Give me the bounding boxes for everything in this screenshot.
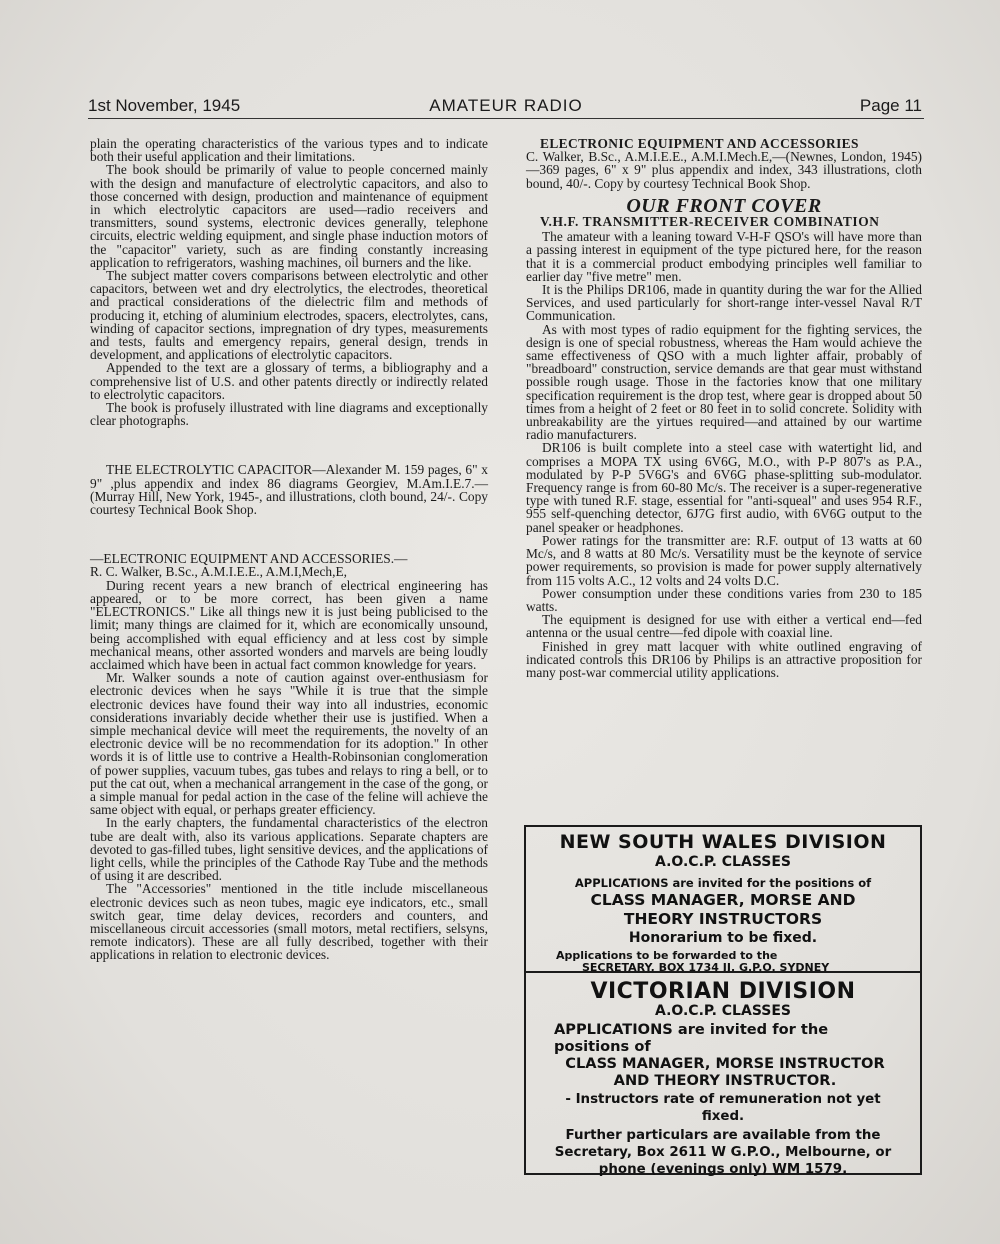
cover-paragraph: The equipment is designed for use with either a vertical end—fed antenna or the usual centre—fed dipole with coaxial line. xyxy=(526,612,922,641)
cover-paragraph: Power ratings for the transmitter are: R.F. output of 13 watts at 60 Mc/s, and 8 watts at 80 Mc/s. Versatility must be the keynote of service power requirements, so provision is made for power supply alternatively from 115 volts A.C., 12 volts and 24 volts D.C. xyxy=(526,532,922,588)
review-paragraph: Mr. Walker sounds a note of caution against over-enthusiasm for electronic devices when he says "While it is true that the simple electronic devices have found their way into all industries, economic considerations invariably decide whether their use is justified. When a simple mechanical device will meet the requirements, the novelty of an electronic device will be no recommendation for its adoption." In other words it is of little use to contrive a Health-Robinsonian conglomeration of power supplies, vacuum tubes, gas tubes and relays to ring a bell, or to put the cat out, when a mechanical arrangement in the case of the gong, or a simple manual for pedal action in the case of the feline will achieve the same object with equal, or perhaps greater efficiency. xyxy=(90,670,488,818)
nsw-advert-title: NEW SOUTH WALES DIVISION xyxy=(559,831,887,853)
review-paragraph: The "Accessories" mentioned in the title include miscellaneous electronic devices such as neon tubes, magic eye indicators, etc., small switch gear, time delay devices, recorders and counters, and miscellaneous circuit accessories (small motors, metal rectifiers, selsyns, remote indicators). These are all fully described, together with their applications in relation to electronic devices. xyxy=(90,881,488,963)
nsw-advert-subtitle: A.O.C.P. CLASSES xyxy=(654,854,791,870)
nsw-advert-invite: APPLICATIONS are invited for the positions of xyxy=(574,876,872,890)
equipment-book-title: ELECTRONIC EQUIPMENT AND ACCESSORIES xyxy=(540,136,859,151)
intro-paragraph: The book is profusely illustrated with line diagrams and exceptionally clear photographs. xyxy=(90,400,488,429)
review-paragraph: In the early chapters, the fundamental characteristics of the electron tube are dealt with, also its various applications. Separate chapters are devoted to gas-filled tubes, light sensitive devices, and the applications of light cells, while the principles of the Cathode Ray Tube and the methods of using it are described. xyxy=(90,815,488,884)
cover-paragraph: It is the Philips DR106, made in quantity during the war for the Allied Services, and used particularly for short-range inter-vessel Naval R/T Communication. xyxy=(526,282,922,324)
cover-paragraph: As with most types of radio equipment for the fighting services, the design is one of special robustness, whereas the Ham would achieve the same effectiveness of QSO with a much lighter affair, probably of "breadboard" construction, service demands are that gear must withstand possible rough usage. Those in the factories know that one military specification requirement is the drop test, where gear is dropped about 50 times from a height of 2 feet or 80 feet in to solid concrete. Solidity with unbreakability are the yirtues required—and attained by our wartime radio manufacturers. xyxy=(526,321,922,443)
left-column xyxy=(90,137,488,962)
spacer xyxy=(90,427,488,463)
intro-paragraph: The book should be primarily of value to people concerned mainly with the design and manufacture of electrolytic capacitors, and also to those concerned with design, production and maintenance of equipment in which electrolytic capacitors are used—radio receivers and transmitters, sound systems, electronic devices generally, telephone circuits, electric welding equipment, and single phase induction motors of the "capacitor" variety, such as are finding constantly increasing application to refrigerators, washing machines, oil burners and the like. xyxy=(90,162,488,270)
page-header xyxy=(88,96,924,119)
cover-paragraph: Power consumption under these conditions varies from 230 to 185 watts. xyxy=(526,585,922,614)
vic-advert-note: - Instructors rate of remuneration not yet fixed. xyxy=(565,1092,881,1124)
nsw-advert-address: SECRETARY, BOX 1734 JJ, G.P.O. SYDNEY xyxy=(582,961,830,974)
vic-advert-subtitle: A.O.C.P. CLASSES xyxy=(654,1003,791,1019)
intro-paragraph: The subject matter covers comparisons between electrolytic and other capacitors, between wet and dry electrolytics, the electrodes, theoretical and practical considerations of the dielectric film and methods of producing it, etching of aluminium electrodes, spacers, electrolytes, cans, winding of capacitor sections, impregnation of dry types, measurements and tests, faults and emergency repairs, general design, trends in development, and applications of electrolytic capacitors. xyxy=(90,268,488,363)
electronic-book-author: R. C. Walker, B.Sc., A.M.I.E.E., A.M.I,Mech,E, xyxy=(90,564,348,580)
equipment-book-reference: C. Walker, B.Sc., A.M.I.E.E., A.M.I.Mech.E,—(Newnes, London, 1945)—369 pages, 6" x 9" plus appendix and index, 343 illustrations, cloth bound, 40/-. Copy by courtesy Technical Book Shop. xyxy=(526,149,922,191)
right-column xyxy=(526,137,922,679)
vic-advert-positions: CLASS MANAGER, MORSE INSTRUCTOR xyxy=(565,1055,885,1072)
front-cover-subheading: V.H.F. TRANSMITTER-RECEIVER COMBINATION xyxy=(540,214,880,230)
nsw-division-advert xyxy=(524,825,922,973)
electrolytic-book-reference: THE ELECTROLYTIC CAPACITOR—Alexander M. 159 pages, 6" x 9" ,plus appendix and index 86 diagrams Georgiev, M.Am.I.E.7.—(Murray Hill, New York, 1945-, and illustrations, cloth bound, 24/-. Copy courtesy Technical Book Shop. xyxy=(90,462,488,518)
front-cover-heading: OUR FRONT COVER xyxy=(626,194,822,217)
review-paragraph: During recent years a new branch of electrical engineering has appeared, or to be more correct, has been given a name "ELECTRONICS." Like all things new it is just being publicised to the limit; many things are claimed for it, which are economically unsound, being accomplished with equal efficiency and at less cost by simple mechanical means, other assorted wonders and marvels are being loudly acclaimed which have been in actual fact common knowledge for years. xyxy=(90,577,488,672)
nsw-advert-positions: THEORY INSTRUCTORS xyxy=(623,910,823,928)
vic-advert-positions: AND THEORY INSTRUCTOR. xyxy=(613,1072,837,1089)
intro-paragraph: plain the operating characteristics of the various types and to indicate both their useful application and their limitations. xyxy=(90,136,488,165)
electronic-book-title: —ELECTRONIC EQUIPMENT AND ACCESSORIES.— xyxy=(90,551,408,567)
nsw-advert-positions: CLASS MANAGER, MORSE AND xyxy=(590,891,856,909)
vic-advert-title: VICTORIAN DIVISION xyxy=(590,979,856,1004)
intro-paragraph: Appended to the text are a glossary of terms, a bibliography and a comprehensive list of U.S. and other patents directly or indirectly related to electrolytic capacitors. xyxy=(90,360,488,402)
nsw-advert-forward: Applications to be forwarded to the xyxy=(556,949,778,962)
vic-advert-invite: APPLICATIONS are invited for the positions of xyxy=(554,1021,829,1055)
victorian-division-advert xyxy=(524,971,922,1175)
cover-paragraph: Finished in grey matt lacquer with white outlined engraving of indicated controls this DR106 by Philips is an attractive proposition for many post-war commercial utility applications. xyxy=(526,638,922,680)
cover-paragraph: DR106 is built complete into a steel case with watertight lid, and comprises a MOPA TX using 6V6G, M.O., with P-P 807's as P.A., modulated by P-P 5V6G's and 6V6G phase-splitting sub-modulator. Frequency range is from 60-80 Mc/s. The receiver is a super-regenerative type with tuned R.F. stage, essential for "anti-squeal" and uses 954 R.F., 955 self-quenching detector, 6J7G first audio, with 6V6G output to the panel speaker or headphones. xyxy=(526,440,922,535)
publication-name: AMATEUR RADIO xyxy=(429,96,583,115)
nsw-advert-honorarium: Honorarium to be fixed. xyxy=(628,930,818,946)
page-number: Page 11 xyxy=(859,96,922,115)
cover-paragraph: The amateur with a leaning toward V-H-F QSO's will have more than a passing interest in equipment of the type pictured here, for the reason that it is a commercial product embodying principles well familiar to earlier day "five metre" men. xyxy=(526,229,922,284)
spacer xyxy=(90,516,488,552)
issue-date: 1st November, 1945 xyxy=(88,96,241,115)
vic-advert-contact: Further particulars are available from the Secretary, Box 2611 W G.P.O., Melbourne, or phone (evenings only) WM 1579. xyxy=(554,1128,892,1177)
